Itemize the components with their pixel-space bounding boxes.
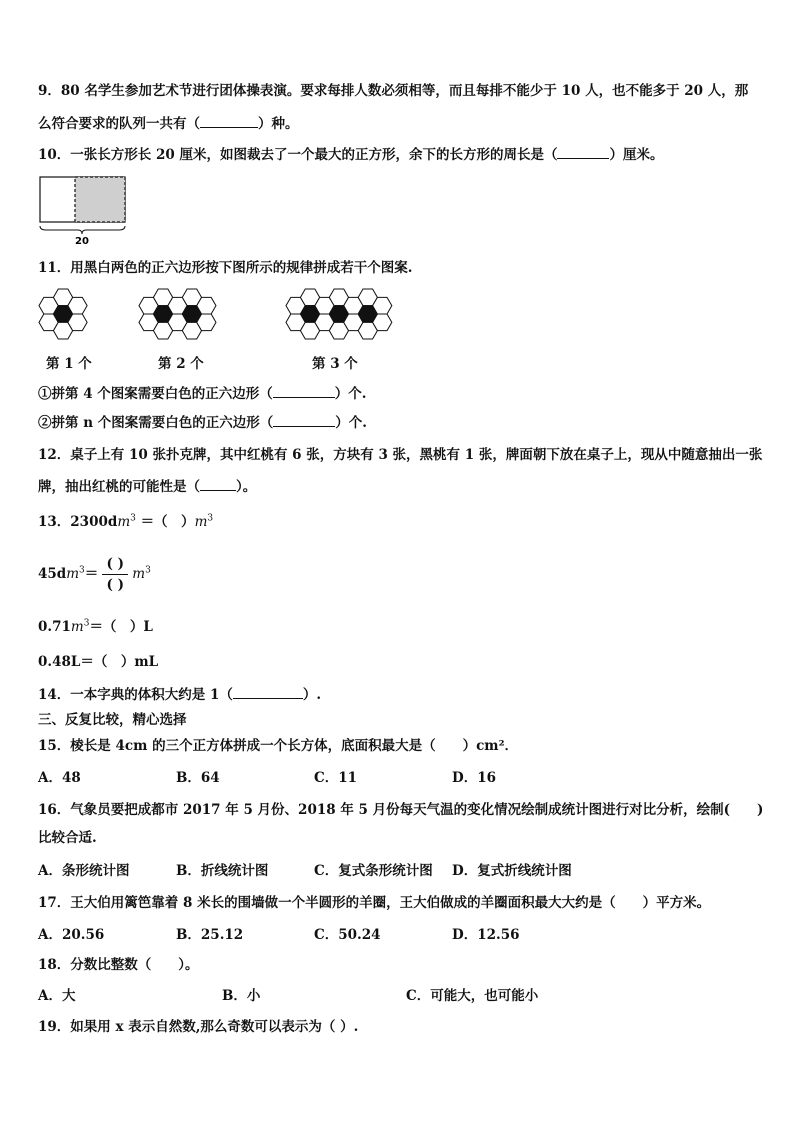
q11-sub2-text-a: ②拼第 n 个图案需要白色的正六边形（ <box>38 415 274 431</box>
white-hexagon <box>373 314 392 331</box>
q11-pattern-2 <box>138 288 230 340</box>
q14-text-a: 14．一本字典的体积大约是 1（ <box>38 687 233 703</box>
q15-option-c[interactable]: C．11 <box>314 770 358 786</box>
q15-option-b[interactable]: B．64 <box>176 770 220 786</box>
q13-exp-4: 3 <box>145 565 151 576</box>
q13-unit-1: m <box>117 514 131 530</box>
q17-option-a[interactable]: A．20.56 <box>38 927 105 943</box>
q10-answer-blank[interactable] <box>557 146 609 159</box>
q19-text: 19．如果用 x 表示自然数,那么奇数可以表示为（ ）. <box>38 1019 359 1035</box>
q13-exp-2: 3 <box>207 513 214 524</box>
q10-text <box>38 146 663 164</box>
q16-line2: 比较合适. <box>38 830 97 846</box>
q14-text-b: ）. <box>302 687 322 703</box>
q10-text-a: 10．一张长方形长 20 厘米，如图裁去了一个最大的正方形，余下的长方形的周长是（ <box>38 147 558 163</box>
white-hexagon <box>197 297 216 314</box>
q15-text: 15．棱长是 4cm 的三个正方体拼成一个长方体，底面积最大是（ ）cm²． <box>38 738 519 754</box>
q11-sub1-text-b: ）个. <box>334 386 367 402</box>
q12-text-a: 牌，抽出红桃的可能性是（ <box>38 479 200 495</box>
q9-line1: 9．80 名学生参加艺术节进行团体操表演。要求每排人数必须相等，而且每排不能少于 10 人，也不能多于 20 人，那 <box>38 83 749 99</box>
q17-option-c[interactable]: C．50.24 <box>314 927 381 943</box>
q13-part-c <box>38 618 153 636</box>
q13-part-b <box>38 554 151 595</box>
q17-option-d[interactable]: D．12.56 <box>452 927 520 943</box>
q14-text <box>38 686 321 704</box>
q15-option-d[interactable]: D．16 <box>452 770 496 786</box>
q15-options <box>38 769 496 787</box>
q17-text: 17．王大伯用篱笆靠着 8 米长的围墙做一个半圆形的羊圈，王大伯做成的羊圈面积最大大约是（ ）平方米。 <box>38 895 711 911</box>
q13-exp-3: 3 <box>79 565 85 576</box>
q11-sub2-text-b: ）个. <box>335 415 367 431</box>
q10-text-b: ）厘米。 <box>609 147 664 163</box>
q18-option-a[interactable]: A．大 <box>38 988 76 1004</box>
q10-length-label: 20 <box>75 236 89 246</box>
q13-b-eq: ＝ <box>84 566 99 582</box>
q12-answer-blank[interactable] <box>200 478 236 491</box>
q9-line2 <box>38 115 299 133</box>
q13-unit-5: m <box>70 619 84 635</box>
q9-text-a: 么符合要求的队列一共有（ <box>38 116 200 132</box>
q13-unit-4: m <box>132 566 146 582</box>
q13-c-pre: 0.71 <box>38 619 71 635</box>
q17-option-b[interactable]: B．25.12 <box>176 927 244 943</box>
q14-answer-blank[interactable] <box>233 686 303 699</box>
q18-option-c[interactable]: C．可能大，也可能小 <box>406 988 539 1004</box>
white-hexagon <box>373 297 392 314</box>
q11-sub1-text-a: ①拼第 4 个图案需要白色的正六边形（ <box>38 386 273 402</box>
q11-label-3: 第 3 个 <box>312 356 358 372</box>
q11-label-2: 第 2 个 <box>158 356 204 372</box>
q13-exp-5: 3 <box>83 618 90 629</box>
section-3-heading: 三、反复比较，精心选择 <box>38 712 187 728</box>
q13-fraction <box>102 554 128 595</box>
q16-line1: 16．气象员要把成都市 2017 年 5 月份、2018 年 5 月份每天气温的变化情况绘制成统计图进行对比分析，绘制( ) <box>38 802 764 818</box>
q16-option-d[interactable]: D．复式折线统计图 <box>452 863 572 879</box>
q13-frac-num[interactable]: ( ) <box>106 556 125 572</box>
q11-sub2-blank[interactable] <box>273 414 335 427</box>
q11-sub1 <box>38 385 367 403</box>
q18-option-b[interactable]: B．小 <box>222 988 261 1004</box>
q13-a-mid: ＝（ ） <box>140 514 195 530</box>
q13-part-a <box>38 513 213 531</box>
q12-line1: 12．桌子上有 10 张扑克牌，其中红桃有 6 张，方块有 3 张，黑桃有 1 张，牌面朝下放在桌子上，现从中随意抽出一张 <box>38 447 763 463</box>
q18-text: 18．分数比整数（ ）。 <box>38 957 199 973</box>
q16-option-b[interactable]: B．折线统计图 <box>176 863 269 879</box>
q13-b-pre: 45d <box>38 566 67 582</box>
q13-c-post: ＝（ ）L <box>89 619 153 635</box>
q13-unit-3: m <box>66 566 80 582</box>
q10-cut-square <box>75 177 125 222</box>
q11-label-1: 第 1 个 <box>46 356 92 372</box>
white-hexagon <box>68 297 87 314</box>
q12-text-b: ）。 <box>236 479 257 495</box>
q13-frac-den[interactable]: ( ) <box>106 577 125 593</box>
q16-option-a[interactable]: A．条形统计图 <box>38 863 130 879</box>
q11-sub1-blank[interactable] <box>273 385 335 398</box>
q16-options <box>38 862 572 880</box>
q16-option-c[interactable]: C．复式条形统计图 <box>314 863 433 879</box>
q13-unit-2: m <box>194 514 208 530</box>
q10-rectangle-figure <box>38 174 130 246</box>
q13-part-d: 0.48L＝（ ）mL <box>38 654 159 670</box>
white-hexagon <box>68 314 87 331</box>
q9-text-b: ）种。 <box>258 116 299 132</box>
q13-exp-1: 3 <box>130 513 136 524</box>
q9-answer-blank[interactable] <box>200 115 258 128</box>
q18-options <box>38 987 538 1005</box>
q13-a-pre: 13．2300d <box>38 514 118 530</box>
white-hexagon <box>197 314 216 331</box>
q11-sub2 <box>38 414 367 432</box>
q17-options <box>38 926 519 944</box>
q12-line2 <box>38 478 256 496</box>
q11-pattern-1 <box>38 288 96 340</box>
q11-text: 11．用黑白两色的正六边形按下图所示的规律拼成若干个图案. <box>38 260 413 276</box>
q15-option-a[interactable]: A．48 <box>38 770 81 786</box>
q10-brace <box>40 226 125 234</box>
q11-pattern-3 <box>285 288 410 340</box>
